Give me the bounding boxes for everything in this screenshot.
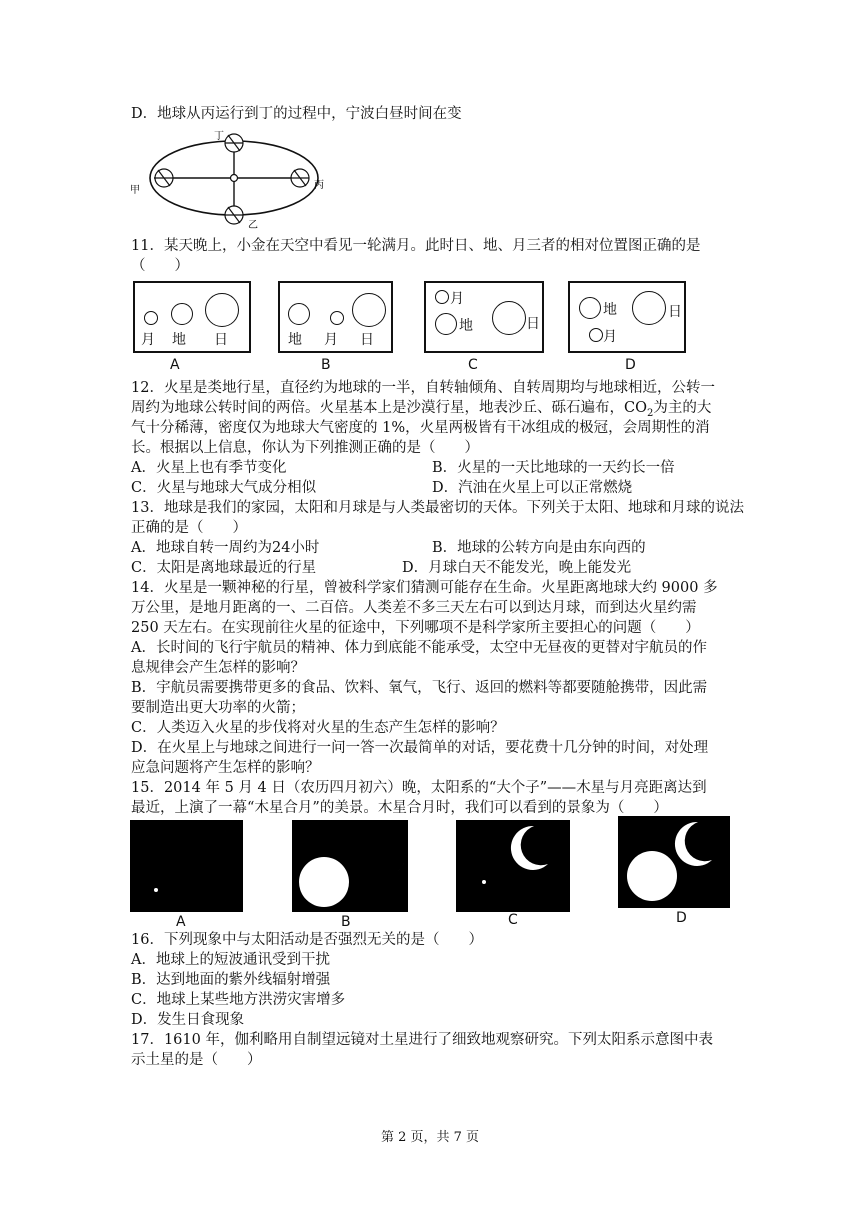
q15-stem-line2: 最近，上演了一幕“木星合月”的美景。木星合月时，我们可以看到的景象为（ ）	[131, 800, 668, 816]
q14-stem-line3: 250 天左右。在实现前往火星的征途中，下列哪项不是科学家所主要担心的问题（ ）	[131, 620, 700, 636]
q15-option-b-letter: B	[341, 914, 351, 930]
q14-option-d-line1: D．在火星上与地球之间进行一问一答一次最简单的对话，要花费十几分钟的时间，对处理	[131, 740, 709, 756]
q16-stem-line1: 16．下列现象中与太阳活动是否强烈无关的是（ ）	[131, 932, 483, 948]
q11-option-a-figure	[133, 281, 251, 353]
q11-option-c-figure	[424, 281, 544, 353]
option-d-previous-question: D．地球从丙运行到丁的过程中，宁波白昼时间在变	[131, 106, 462, 122]
q14-option-c: C．人类迈入火星的步伐将对火星的生态产生怎样的影响？	[131, 720, 505, 736]
q11-option-d-figure	[568, 281, 686, 353]
q14-option-a-line2: 息规律会产生怎样的影响？	[131, 660, 305, 676]
q14-stem-line1: 14．火星是一颗神秘的行星，曾被科学家们猜测可能存在生命。火星距离地球大约 9000 多	[131, 580, 718, 596]
q14-option-b-line2: 要制造出更大功率的火箭；	[131, 700, 305, 716]
q16-option-b: B．达到地面的紫外线辐射增强	[131, 972, 331, 988]
q12-option-c: C．火星与地球大气成分相似	[131, 480, 317, 496]
q11-c-label-3: 日	[526, 316, 540, 332]
q13-option-d: D．月球白天不能发光，晚上能发光	[402, 560, 632, 576]
q15-stem-line1: 15．2014 年 5 月 4 日（农历四月初六）晚，太阳系的“大个子”——木星与月亮距离达到	[131, 780, 707, 796]
q11-c-label-1: 月	[450, 291, 464, 307]
q11-option-d-letter: D	[625, 357, 636, 373]
q12-stem-line3: 气十分稀薄，密度仅为地球大气密度的 1%，火星两极皆有干冰组成的极冠，会周期性的消	[131, 420, 710, 436]
q17-stem-line2: 示土星的是（ ）	[131, 1052, 262, 1068]
page-footer: 第 2 页，共 7 页	[380, 1130, 480, 1145]
q12-option-b: B．火星的一天比地球的一天约长一倍	[432, 460, 675, 476]
orbit-label-ding: 丁	[214, 131, 224, 142]
q12-stem-line4: 长。根据以上信息，你认为下列推测正确的是（ ）	[131, 440, 479, 456]
q13-option-a: A．地球自转一周约为24小时	[131, 540, 320, 556]
q11-a-label-3: 日	[214, 332, 228, 348]
q15-option-b-figure	[292, 820, 408, 912]
earth-orbit-diagram	[128, 130, 348, 230]
q15-option-d-letter: D	[676, 910, 687, 926]
q15-option-a-letter: A	[176, 914, 186, 930]
orbit-label-yi: 乙	[248, 220, 258, 230]
q11-d-label-2: 月	[603, 329, 617, 345]
q12-option-a: A．火星上也有季节变化	[131, 460, 287, 476]
q11-d-label-3: 日	[668, 304, 682, 320]
q14-option-b-line1: B．宇航员需要携带更多的食品、饮料、氧气，飞行、返回的燃料等都要随舱携带，因此需	[131, 680, 708, 696]
q12-stem-line1: 12．火星是类地行星，直径约为地球的一半，自转轴倾角、自转周期均与地球相近，公转一	[131, 380, 715, 396]
q13-option-c: C．太阳是离地球最近的行星	[131, 560, 317, 576]
q11-d-label-1: 地	[603, 302, 617, 318]
q11-stem-line1: 11．某天晚上，小金在天空中看见一轮满月。此时日、地、月三者的相对位置图正确的是	[131, 238, 701, 254]
q14-stem-line2: 万公里，是地月距离的一、二百倍。人类差不多三天左右可以到达月球，而到达火星约需	[131, 600, 697, 616]
q11-a-label-1: 月	[141, 332, 155, 348]
q12-stem-line2: 周约为地球公转时间的两倍。火星基本上是沙漠行星，地表沙丘、砾石遍布，$CO_2$为主的大	[131, 400, 712, 419]
q12-option-d: D．汽油在火星上可以正常燃烧	[432, 480, 633, 496]
orbit-label-jia: 甲	[130, 185, 140, 196]
q15-option-c-letter: C	[508, 912, 518, 928]
q14-option-d-line2: 应急问题将产生怎样的影响？	[131, 760, 320, 776]
q11-option-b-figure	[278, 281, 393, 353]
orbit-label-bing: 丙	[314, 180, 324, 191]
q11-a-label-2: 地	[172, 332, 186, 348]
q11-b-label-3: 日	[360, 332, 374, 348]
q17-stem-line1: 17．1610 年，伽利略用自制望远镜对土星进行了细致地观察研究。下列太阳系示意图中表	[131, 1032, 713, 1048]
q11-option-c-letter: C	[468, 357, 478, 373]
q15-option-c-figure	[456, 820, 570, 912]
q13-stem-line1: 13．地球是我们的家园，太阳和月球是与人类最密切的天体。下列关于太阳、地球和月球的说法	[131, 500, 744, 516]
q11-b-label-1: 地	[288, 332, 302, 348]
q11-option-b-letter: B	[321, 357, 331, 373]
q16-option-a: A．地球上的短波通讯受到干扰	[131, 952, 330, 968]
q11-c-label-2: 地	[459, 318, 473, 334]
q15-option-a-figure	[130, 820, 243, 912]
q13-stem-line2: 正确的是（ ）	[131, 520, 247, 536]
q13-option-b: B．地球的公转方向是由东向西的	[432, 540, 646, 556]
q16-option-c: C．地球上某些地方洪涝灾害增多	[131, 992, 346, 1008]
q15-option-d-figure	[618, 816, 730, 908]
q16-option-d: D．发生日食现象	[131, 1012, 245, 1028]
q14-option-a-line1: A．长时间的飞行宇航员的精神、体力到底能不能承受，太空中无昼夜的更替对宇航员的作	[131, 640, 707, 656]
q11-option-a-letter: A	[170, 357, 180, 373]
q11-stem-line2: （ ）	[131, 258, 189, 274]
q11-b-label-2: 月	[324, 332, 338, 348]
